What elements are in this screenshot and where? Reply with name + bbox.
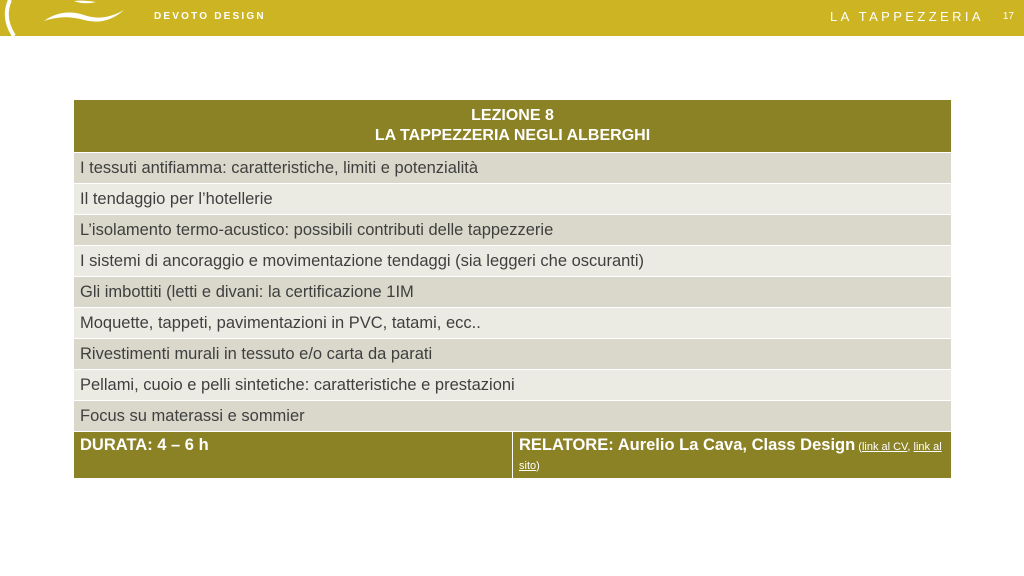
link-separator: , (907, 441, 914, 453)
duration-cell (74, 432, 513, 479)
topic-item: Moquette, tappeti, pavimentazioni in PVC, tatami, ecc.. (74, 308, 952, 339)
site-link[interactable]: link al sito (519, 441, 942, 472)
brand-name: DEVOTO DESIGN (154, 11, 266, 22)
table-header-row (74, 100, 952, 153)
lesson-title (74, 100, 952, 153)
table-row (74, 339, 952, 370)
lesson-subject: LA TAPPEZZERIA NEGLI ALBERGHI (374, 127, 651, 144)
topic-item: Il tendaggio per l’hotellerie (74, 184, 952, 215)
table-row (74, 215, 952, 246)
link-close-paren: ) (536, 460, 540, 472)
topic-item: Rivestimenti murali in tessuto e/o carta da parati (74, 339, 952, 370)
table-row (74, 153, 952, 184)
speaker-text: RELATORE: Aurelio La Cava, Class Design (519, 436, 856, 454)
table-footer-row (74, 432, 952, 479)
speaker-cell (513, 432, 952, 479)
topic-item: I tessuti antifiamma: caratteristiche, limiti e potenzialità (74, 153, 952, 184)
cv-link[interactable]: link al CV (861, 441, 908, 453)
top-bar (0, 0, 1024, 36)
table-row (74, 277, 952, 308)
topic-item: Pellami, cuoio e pelli sintetiche: caratteristiche e prestazioni (74, 370, 952, 401)
lesson-table (73, 99, 952, 479)
duration-text: DURATA: 4 – 6 h (80, 436, 209, 454)
topic-item: Gli imbottiti (letti e divani: la certificazione 1IM (74, 277, 952, 308)
lesson-number: LEZIONE 8 (471, 107, 554, 124)
section-title: LA TAPPEZZERIA (829, 9, 984, 24)
topic-item: Focus su materassi e sommier (74, 401, 952, 432)
brand-logo (0, 0, 140, 36)
topic-item: I sistemi di ancoraggio e movimentazione tendaggi (sia leggeri che oscuranti) (74, 246, 952, 277)
table-row (74, 308, 952, 339)
topic-item: L’isolamento termo-acustico: possibili contributi delle tappezzerie (74, 215, 952, 246)
table-row (74, 401, 952, 432)
table-row (74, 370, 952, 401)
table-row (74, 246, 952, 277)
page-number: 17 (1002, 11, 1014, 22)
table-row (74, 184, 952, 215)
link-open-paren: ( (855, 441, 862, 453)
